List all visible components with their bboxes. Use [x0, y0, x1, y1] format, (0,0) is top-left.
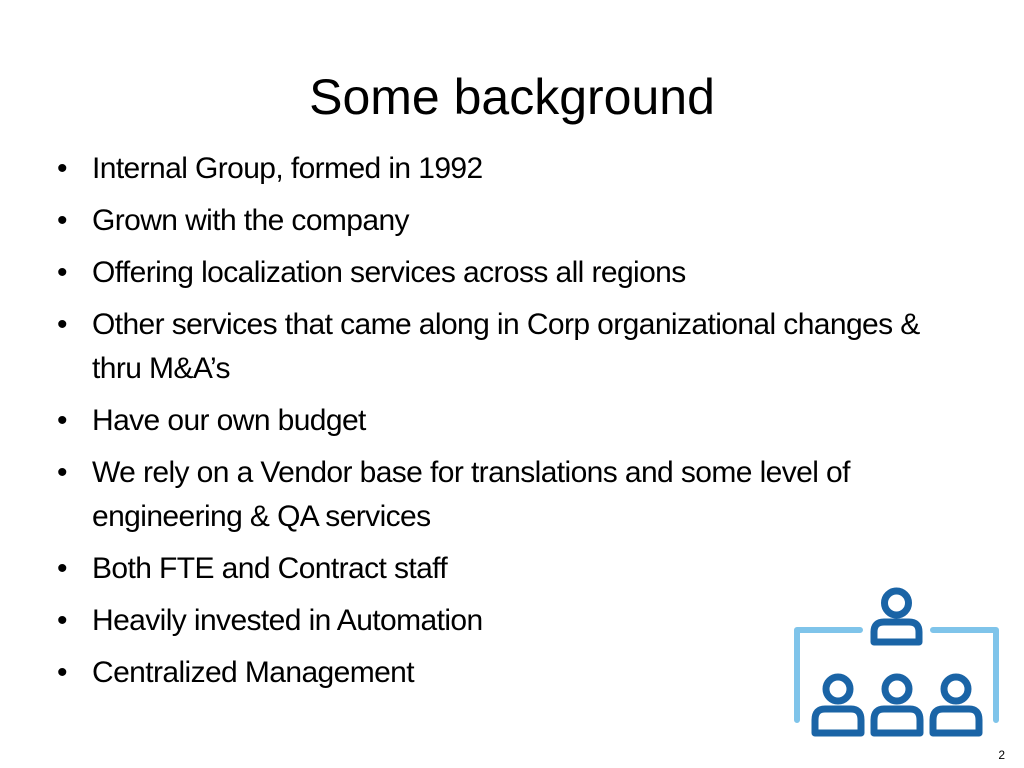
bullet-text: Grown with the company [92, 204, 409, 237]
bullet-dot: • [57, 604, 67, 637]
bullet-dot: • [57, 404, 67, 437]
bullet-item [55, 303, 975, 391]
bullet-text: Have our own budget [92, 404, 366, 437]
bullet-item [55, 147, 975, 191]
bullet-text: Centralized Management [92, 656, 414, 689]
bullet-dot: • [57, 552, 67, 585]
person-icon-bottom-left [815, 677, 861, 733]
bullet-text: Heavily invested in Automation [92, 604, 483, 637]
bullet-dot: • [57, 152, 67, 185]
bullet-text: Internal Group, formed in 1992 [92, 152, 483, 185]
bullet-dot: • [57, 256, 67, 289]
bullet-text: Other services that came along in Corp organizational changes & thru M&A’s [92, 308, 920, 385]
person-nodes [815, 591, 979, 733]
bullet-dot: • [57, 656, 67, 689]
person-icon-bottom-middle [874, 677, 920, 733]
person-icon-top [874, 591, 919, 642]
bullet-item [55, 199, 975, 243]
bullet-item [55, 399, 975, 443]
bullet-text: Both FTE and Contract staff [92, 552, 448, 585]
bullet-text: Offering localization services across all regions [92, 256, 686, 289]
bullet-item [55, 251, 975, 295]
organization-chart-icon [790, 582, 1002, 748]
page-number: 2 [998, 748, 1005, 762]
person-icon-bottom-right [933, 677, 979, 733]
bullet-text: We rely on a Vendor base for translations and some level of engineering & QA services [92, 456, 850, 533]
bullet-dot: • [57, 456, 67, 489]
slide-title: Some background [309, 69, 715, 125]
bullet-dot: • [57, 308, 67, 341]
bullet-dot: • [57, 204, 67, 237]
bullet-item [55, 451, 975, 539]
